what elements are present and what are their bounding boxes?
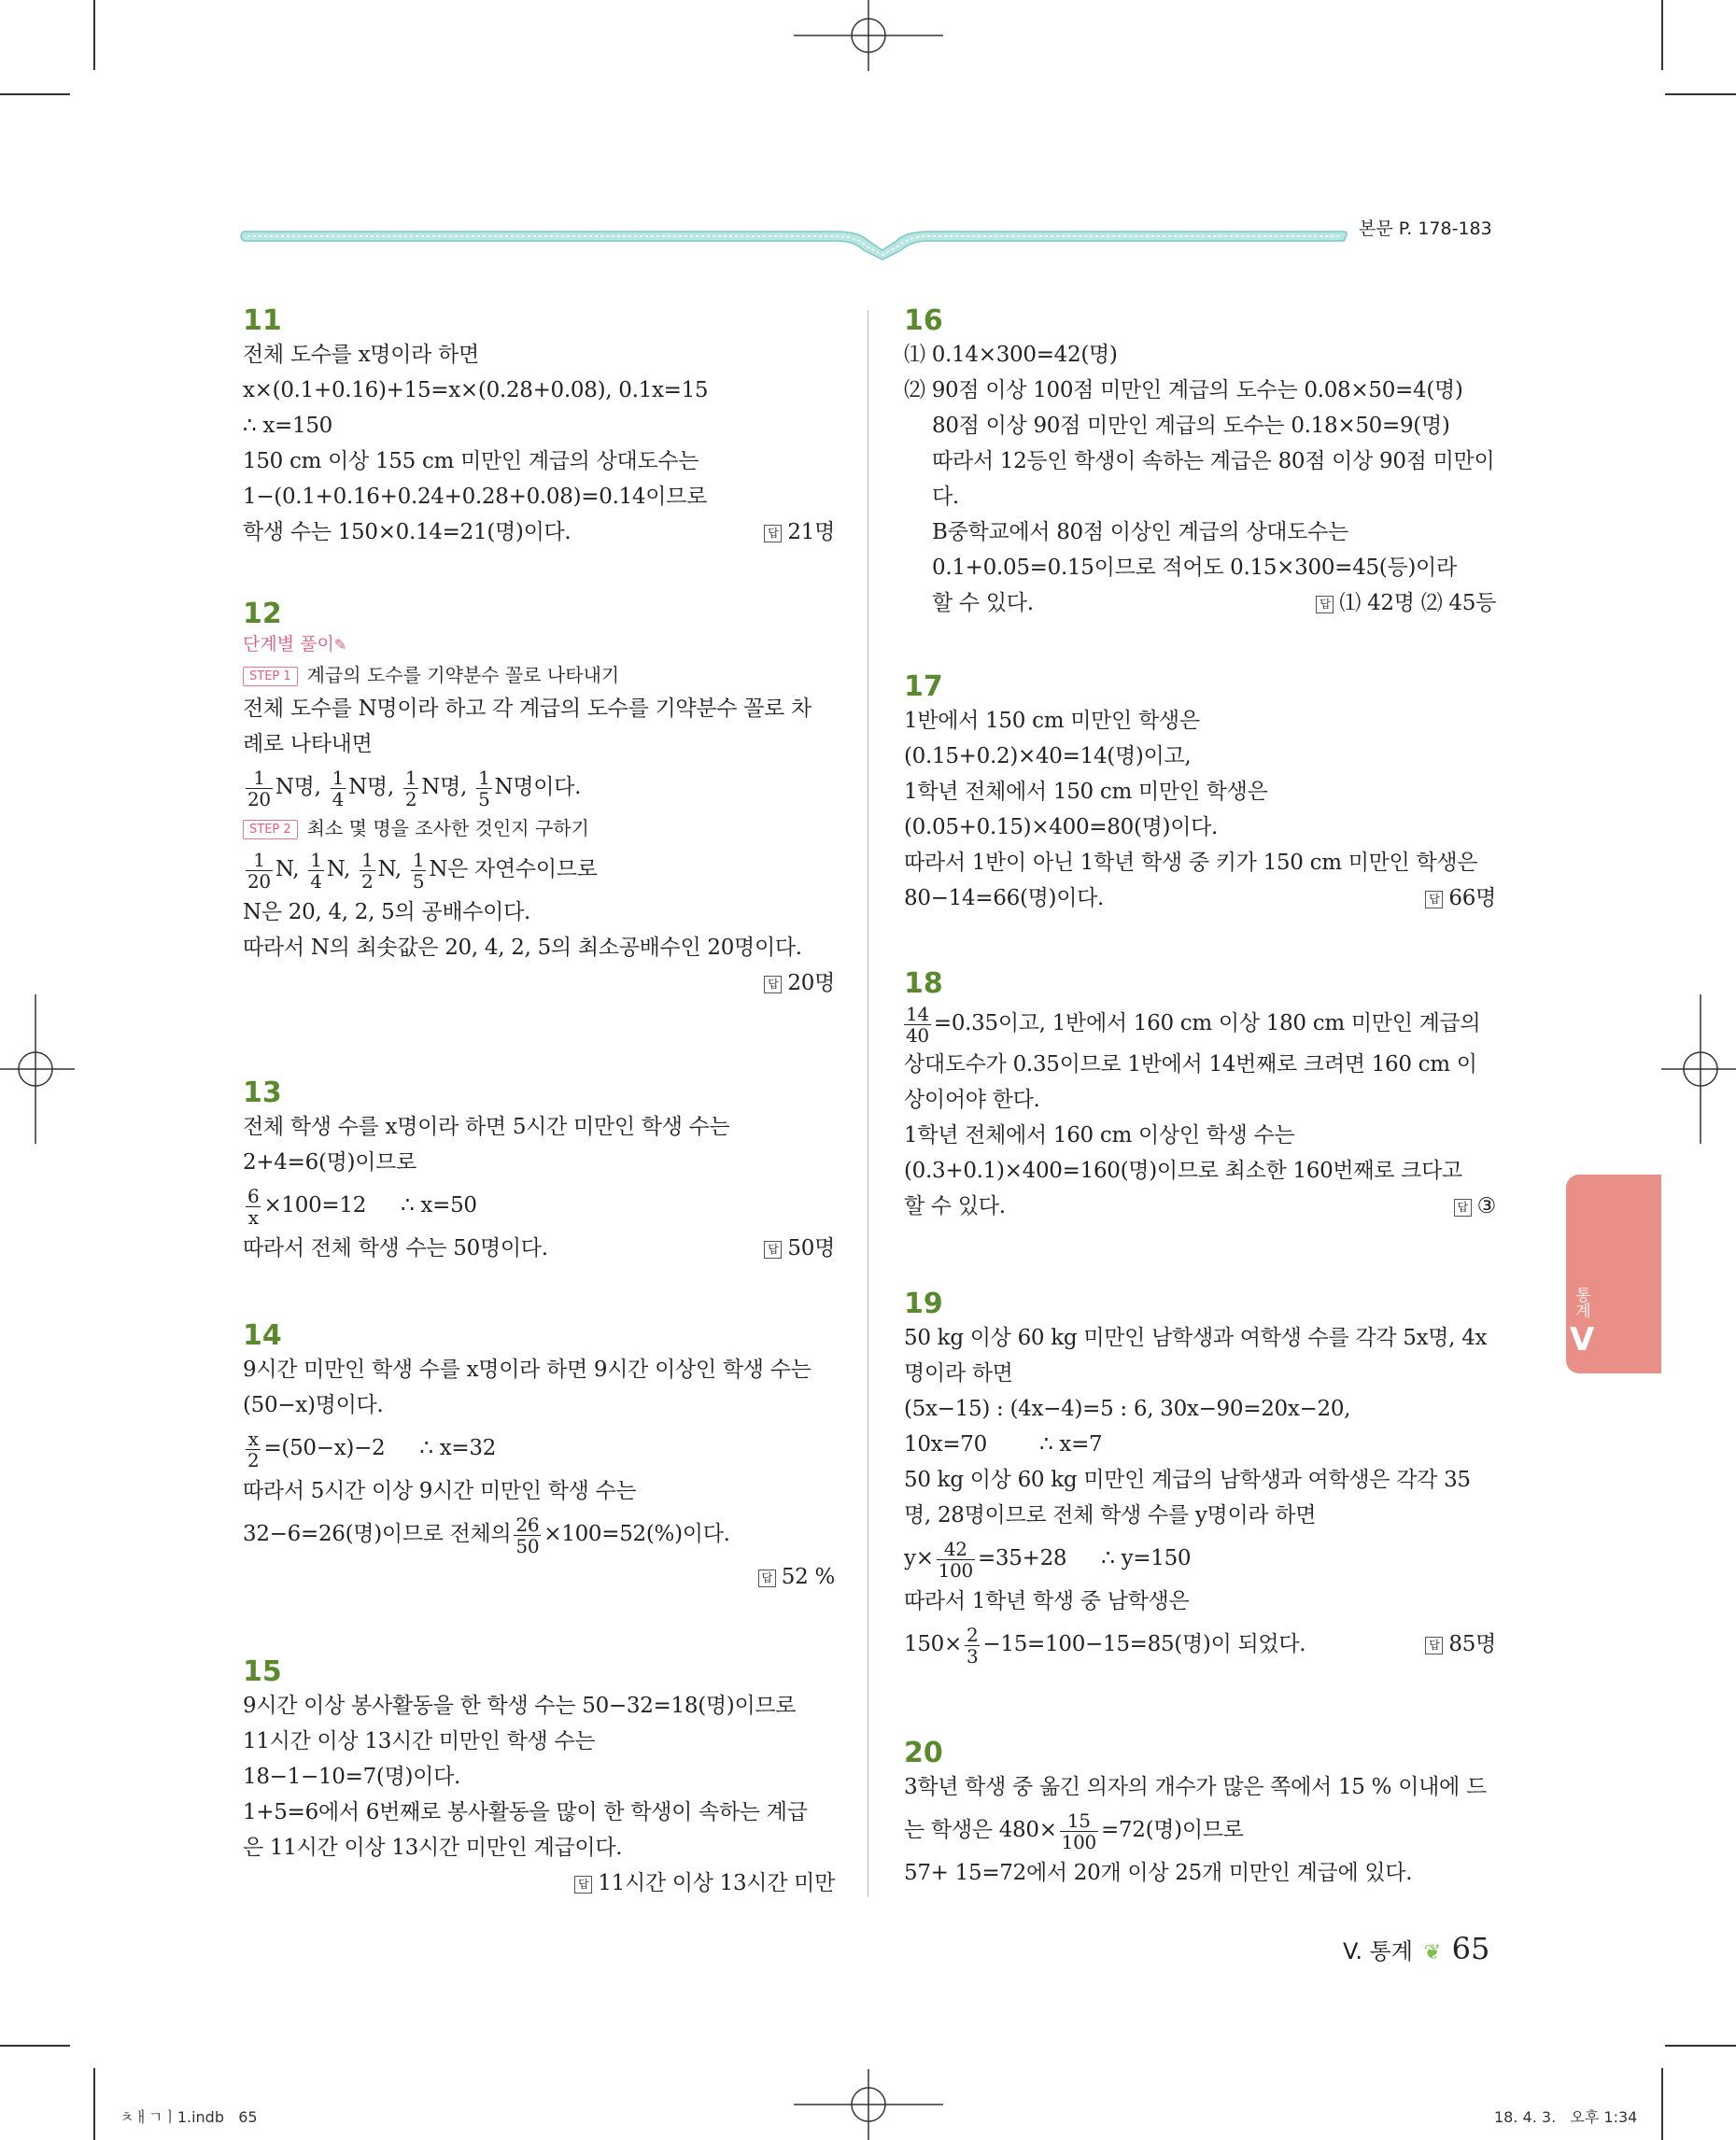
solution-line: 9시간 미만인 학생 수를 x명이라 하면 9시간 이상인 학생 수는 [243, 1358, 812, 1382]
problem-number: 16 [904, 304, 943, 337]
solution-line: (0.05+0.15)×400=80(명)이다. [904, 815, 1219, 839]
solution-line: (0.3+0.1)×400=160(명)이므로 최소한 160번째로 크다고 [904, 1159, 1462, 1183]
fraction-line: $\frac{1}{20}$ N, $\frac{1}{4}$ N, $\frac{1}{2}$ N, $\frac{1}{5}$ N은 자연수이므로 [247, 848, 598, 893]
solution-line: 명, 28명이므로 전체 학생 수를 y명이라 하면 [904, 1503, 1317, 1528]
solution-line: 80−14=66(명)이다. [904, 886, 1105, 910]
solution-line: N은 20, 4, 2, 5의 공배수이다. [243, 900, 531, 924]
problem-16 [904, 304, 1496, 621]
solution-line: 따라서 1반이 아닌 1학년 학생 중 키가 150 cm 미만인 학생은 [904, 851, 1478, 875]
problem-14 [243, 1319, 835, 1595]
page-number: 65 [1451, 1931, 1490, 1966]
solution-line: 3학년 학생 중 옮긴 의자의 개수가 많은 쪽에서 15 % 이내에 드 [904, 1775, 1487, 1799]
problem-18 [904, 967, 1496, 1224]
answer: 답 66명 [1425, 880, 1496, 916]
solution-line: 1학년 전체에서 150 cm 미만인 학생은 [904, 780, 1268, 804]
problem-15 [243, 1655, 835, 1901]
solution-line: 할 수 있다. [904, 1194, 1006, 1218]
solution-line: x×(0.1+0.16)+15=x×(0.28+0.08), 0.1x=15 [243, 378, 709, 402]
solution-line: (0.15+0.2)×40=14(명)이고, [904, 744, 1192, 768]
fraction-line: 150× $\frac{2}{3}$ −15=100−15=85(명)이 되었다. 답 85명 [904, 1619, 1496, 1669]
header-ribbon [238, 217, 1349, 261]
step-badge: STEP 2 [243, 820, 298, 839]
answer-mark: 답 [1454, 1199, 1472, 1217]
answer-mark: 답 [764, 1241, 782, 1259]
problem-12 [243, 598, 835, 1001]
problem-number: 14 [243, 1319, 282, 1352]
answer-mark: 답 [1316, 596, 1334, 613]
answer-mark: 답 [764, 976, 782, 993]
solution-line: 1학년 전체에서 160 cm 이상인 학생 수는 [904, 1123, 1295, 1147]
solution-line: 50 kg 이상 60 kg 미만인 계급의 남학생과 여학생은 각각 35 [904, 1468, 1471, 1492]
fraction-line: y× $\frac{42}{100}$ =35+28 ∴ y=150 [904, 1537, 1192, 1582]
solution-line: 전체 도수를 x명이라 하면 [243, 343, 479, 367]
answer: 답 ③ [1454, 1189, 1496, 1224]
solution-line: 0.1+0.05=0.15이므로 적어도 0.15×300=45(등)이라 [932, 556, 1457, 580]
answer-mark: 답 [1425, 891, 1443, 908]
solution-line: 다. [932, 485, 959, 509]
crop-mark [93, 0, 95, 70]
step-title: 최소 몇 명을 조사한 것인지 구하기 [306, 817, 589, 839]
solution-line: 전체 학생 수를 x명이라 하면 5시간 미만인 학생 수는 [243, 1115, 730, 1139]
footer-chapter: V. 통계 ❦ 65 [1343, 1931, 1490, 1966]
problem-20 [904, 1737, 1496, 1891]
crop-mark [0, 93, 70, 95]
solution-line: 상대도수가 0.35이므로 1반에서 14번째로 크려면 160 cm 이 [904, 1052, 1477, 1077]
registration-mark-left [0, 994, 75, 1144]
solution-line: 학생 수는 150×0.14=21(명)이다. [243, 520, 572, 544]
fraction-line: $\frac{x}{2}$ =(50−x)−2 ∴ x=32 [247, 1427, 497, 1471]
answer: 답 85명 [1425, 1619, 1496, 1669]
solution-line: 2+4=6(명)이므로 [243, 1150, 416, 1175]
problem-17 [904, 670, 1496, 916]
problem-13 [243, 1077, 835, 1266]
fraction-line: $\frac{6}{x}$ ×100=12 ∴ x=50 [247, 1184, 477, 1229]
problem-number: 18 [904, 967, 943, 1000]
solution-line: 전체 도수를 N명이라 하고 각 계급의 도수를 기약분수 꼴로 차 [243, 697, 812, 721]
answer-mark: 답 [764, 525, 782, 542]
answer-mark: 답 [758, 1570, 776, 1587]
stepwise-solution-label: 단계별 풀이✎ [243, 634, 347, 655]
problem-number: 17 [904, 670, 943, 703]
solution-line: 1반에서 150 cm 미만인 학생은 [904, 709, 1200, 733]
print-file-info: ㅊㅐㄱㅣ1.indb 65 [120, 2108, 258, 2126]
crop-mark [1661, 2068, 1663, 2140]
answer: 답 ⑴ 42명 ⑵ 45등 [1316, 585, 1496, 621]
solution-line: 50 kg 이상 60 kg 미만인 남학생과 여학생 수를 각각 5x명, 4x [904, 1326, 1488, 1350]
crop-mark [1661, 0, 1663, 70]
solution-line: 따라서 5시간 이상 9시간 미만인 학생 수는 [243, 1479, 637, 1503]
fraction-line: 는 학생은 480× $\frac{15}{100}$ =72(명)이므로 [904, 1809, 1244, 1853]
registration-mark-right [1661, 994, 1736, 1144]
solution-line: 따라서 전체 학생 수는 50명이다. [243, 1236, 548, 1260]
solution-line: ∴ x=150 [243, 414, 332, 438]
solution-line: 9시간 이상 봉사활동을 한 학생 수는 50−32=18(명)이므로 [243, 1694, 797, 1718]
step-title: 계급의 도수를 기약분수 꼴로 나타내기 [306, 664, 620, 686]
solution-line: 은 11시간 이상 13시간 미만인 계급이다. [243, 1836, 623, 1860]
solution-line: 80점 이상 90점 미만인 계급의 도수는 0.18×50=9(명) [932, 414, 1450, 438]
solution-line: 57+ 15=72에서 20개 이상 25개 미만인 계급에 있다. [904, 1861, 1413, 1885]
problem-number: 11 [243, 304, 282, 337]
answer-mark: 답 [1425, 1637, 1443, 1654]
pencil-icon: ✎ [333, 636, 347, 654]
solution-line: 1−(0.1+0.16+0.24+0.28+0.08)=0.14이므로 [243, 485, 707, 509]
solution-line: 상이어야 한다. [904, 1088, 1040, 1112]
solution-line: 1+5=6에서 6번째로 봉사활동을 많이 한 학생이 속하는 계급 [243, 1800, 808, 1824]
solution-line: 150 cm 이상 155 cm 미만인 계급의 상대도수는 [243, 449, 699, 473]
solution-line: (50−x)명이다. [243, 1393, 384, 1417]
crop-mark [1665, 2045, 1736, 2047]
crop-mark [1665, 93, 1736, 95]
answer: 답 21명 [764, 514, 835, 550]
crop-mark [0, 2045, 70, 2047]
problem-11 [243, 304, 835, 550]
solution-line: 따라서 N의 최솟값은 20, 4, 2, 5의 최소공배수인 20명이다. [243, 936, 802, 960]
fraction-line: $\frac{14}{40}$ =0.35이고, 1반에서 160 cm 이상 180 cm 미만인 계급의 [906, 1002, 1481, 1047]
solution-line: 명이라 하면 [904, 1361, 1013, 1386]
problem-number: 13 [243, 1077, 282, 1109]
problem-number: 19 [904, 1288, 943, 1320]
solution-line: B중학교에서 80점 이상인 계급의 상대도수는 [932, 520, 1348, 544]
problem-19 [904, 1288, 1496, 1669]
answer: 답 50명 [764, 1231, 835, 1266]
solution-line: 따라서 12등인 학생이 속하는 계급은 80점 이상 90점 미만이 [932, 449, 1495, 473]
solution-line: (5x−15) : (4x−4)=5 : 6, 30x−90=20x−20, [904, 1397, 1351, 1421]
print-time: 18. 4. 3. 오후 1:34 [1494, 2108, 1638, 2126]
solution-line: ⑵ 90점 이상 100점 미만인 계급의 도수는 0.08×50=4(명) [904, 378, 1463, 402]
solution-line: 할 수 있다. [932, 591, 1034, 615]
chapter-side-tab [1566, 1175, 1661, 1373]
page-reference: 본문 P. 178-183 [1359, 218, 1492, 239]
registration-mark-bottom [794, 2065, 943, 2140]
solution-line: 10x=70 ∴ x=7 [904, 1432, 1103, 1457]
crop-mark [93, 2068, 95, 2140]
step-badge: STEP 1 [243, 667, 298, 686]
fraction-line: 32−6=26(명)이므로 전체의 $\frac{26}{50}$ ×100=52(%)이다. [243, 1513, 730, 1557]
fraction-line: $\frac{1}{20}$ N명, $\frac{1}{4}$ N명, $\frac{1}{2}$ N명, $\frac{1}{5}$ N명이다. [247, 766, 582, 810]
answer: 답 52 % [758, 1559, 835, 1595]
solution-line: 18−1−10=7(명)이다. [243, 1765, 461, 1789]
chapter-roman: V [1570, 1321, 1595, 1359]
solution-line: 례로 나타내면 [243, 732, 373, 756]
answer: 답 20명 [764, 965, 835, 1001]
problem-number: 15 [243, 1655, 282, 1688]
solution-line: 따라서 1학년 학생 중 남학생은 [904, 1589, 1190, 1613]
answer-mark: 답 [574, 1876, 592, 1894]
solution-line: ⑴ 0.14×300=42(명) [904, 343, 1118, 367]
problem-number: 12 [243, 598, 282, 630]
answer: 답 11시간 이상 13시간 미만 [574, 1865, 835, 1901]
registration-mark-top [794, 0, 943, 75]
problem-number: 20 [904, 1737, 943, 1769]
chapter-name: 통계 [1572, 1287, 1590, 1318]
leaf-icon: ❦ [1423, 1941, 1442, 1964]
solution-line: 11시간 이상 13시간 미만인 학생 수는 [243, 1729, 596, 1753]
